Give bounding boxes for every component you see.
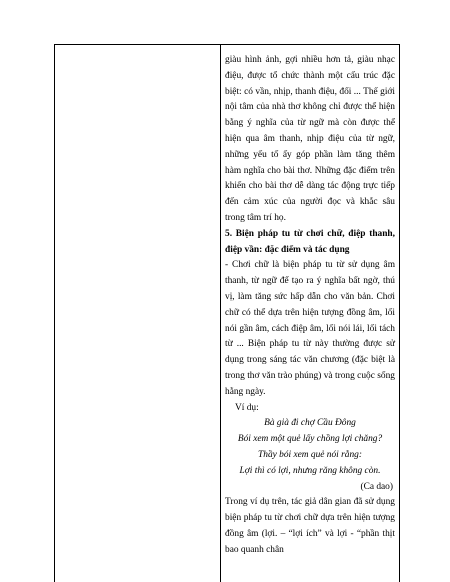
- poem-source: (Ca dao): [360, 481, 393, 492]
- poem-line: Thầy bói xem quẻ nói rằng:: [258, 449, 362, 460]
- content-table: [54, 44, 400, 582]
- poem-line: Bói xem một quẻ lấy chồng lợi chăng?: [237, 434, 383, 445]
- poem-line: Lợi thì có lợi, nhưng răng không còn.: [239, 465, 381, 476]
- closing-paragraph: Trong ví dụ trên, tác giả dân gian đã sử dụng biện pháp tu từ chơi chữ dựa trên hiện tượng đồng âm (lợi. – “lợi ích” và lợi - “phần thịt bao quanh chân: [225, 497, 395, 555]
- body-paragraph: - Chơi chữ là biện pháp tu từ sử dụng âm thanh, từ ngữ để tạo ra ý nghĩa bất ngờ, thú vị, làm tăng sức hấp dẫn cho văn bản. Chơi chữ có thể dựa trên hiện tượng đồng âm, lối nói gần âm, cách điệp âm, lối nói lái, lối tách từ ... Biện pháp tu từ này thường được sử dụng trong sáng tác văn chương (đặc biệt là trong thơ văn trào phúng) và trong cuộc sống hằng ngày.: [225, 260, 395, 397]
- right-column-cell: [221, 45, 399, 582]
- poem-line: Bà già đi chợ Cầu Đông: [264, 418, 356, 429]
- left-column-cell: [55, 45, 221, 582]
- intro-paragraph: giàu hình ảnh, gợi nhiều hơn tả, giàu nhạc điệu, được tổ chức thành một cấu trúc đặc biệt: có vần, nhịp, thanh điệu, đối ... Thế giới nội tâm của nhà thơ không chỉ được thể hiện bằng ý nghĩa của từ ngữ mà còn được thể hiện qua âm thanh, nhịp điệu của từ ngữ, những yếu tố ấy góp phần làm tăng thêm hàm nghĩa cho bài thơ. Những đặc điểm trên khiến cho bài thơ dễ dàng tác động trực tiếp đến cảm xúc của người đọc và khắc sâu trong tâm trí họ.: [225, 55, 395, 223]
- example-label: Ví dụ:: [235, 402, 259, 413]
- section-heading: 5. Biện pháp tu từ chơi chữ, điệp thanh, điệp vần: đặc điểm và tác dụng: [225, 228, 395, 255]
